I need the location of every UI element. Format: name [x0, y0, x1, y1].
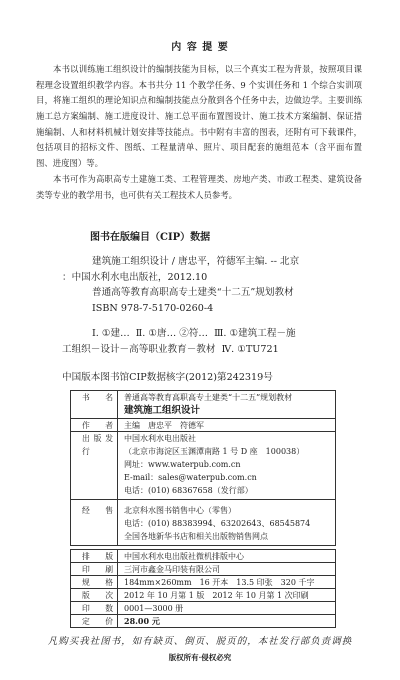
colophon-table — [70, 390, 336, 546]
printer-value: 三河市鑫金马印装有限公司 — [124, 564, 220, 574]
cip-subject-line: 工组织－设计－高等职业教育－教材 Ⅳ. ①TU721 — [62, 343, 279, 355]
row-label: 经 售 — [71, 500, 118, 545]
production-row — [71, 602, 335, 615]
book-title: 建筑施工组织设计 — [124, 405, 201, 416]
colophon-row-title — [71, 391, 335, 419]
row-label: 规 格 — [71, 576, 118, 588]
row-content — [118, 615, 160, 627]
cip-isbn: ISBN 978-7-5170-0260-4 — [92, 303, 214, 314]
summary-line: 目，将施工组织的理论知识点和编制技能点分散到各个任务中去，边做边学。主要训练 — [36, 95, 362, 106]
summary-heading: 内 容 提 要 — [171, 42, 229, 53]
production-row — [71, 563, 335, 576]
copyright-notice: 版权所有·侵权必究 — [168, 653, 232, 662]
distributor-network: 全国各地新华书店和相关出版物销售网点 — [124, 532, 268, 541]
row-label: 印 刷 — [71, 563, 118, 575]
edition-value: 2012 年 10 月第 1 版 2012 年 10 月第 1 次印刷 — [124, 590, 309, 600]
summary-line: 类等专业的教学用书，也可供有关工程技术人员参考。 — [36, 189, 237, 200]
colophon-row-distribution — [71, 500, 335, 546]
publisher-address: （北京市海淀区玉渊潭南路 1 号 D 座 100038） — [124, 447, 305, 456]
colophon-row-author — [71, 419, 335, 432]
publisher-website: 网址：www.waterpub.com.cn — [124, 460, 241, 469]
series-name: 普通高等教育高职高专土建类“十二五”规划教材 — [124, 393, 293, 402]
replacement-notice: 凡购买我社图书，如有缺页、倒页、脱页的，本社发行部负责调换 — [47, 635, 353, 647]
row-label: 定 价 — [71, 615, 118, 627]
row-label: 排 版 — [71, 550, 118, 562]
summary-line: 图、进度图）等。 — [36, 157, 103, 168]
summary-line: 程理念设置组织教学内容。本书共分 11 个教学任务、9 个实训任务和 1 个综合实训项 — [36, 79, 362, 90]
publisher-name: 中国水利水电出版社 — [124, 434, 196, 443]
publisher-email: E-mail：sales@waterpub.com.cn — [124, 473, 257, 482]
row-content — [118, 432, 304, 499]
summary-line: 施工总方案编制、施工进度设计、施工总平面布置图设计、施工技术方案编制、保证措 — [36, 111, 362, 122]
production-row — [71, 589, 335, 602]
row-content — [118, 550, 244, 562]
typesetting-value: 中国水利水电出版社微机排版中心 — [124, 551, 244, 561]
row-content — [118, 602, 183, 614]
summary-paragraph — [36, 62, 362, 171]
print-run-value: 0001—3000 册 — [124, 603, 184, 613]
row-label: 书 名 — [71, 391, 118, 418]
row-label: 出版发行 — [71, 432, 118, 499]
price-value: 28.00 元 — [124, 615, 160, 626]
row-label: 作 者 — [71, 419, 118, 431]
row-content — [118, 589, 309, 601]
cip-heading: 图书在版编目（CIP）数据 — [90, 232, 211, 243]
row-label: 印 数 — [71, 602, 118, 614]
row-content — [118, 576, 314, 588]
row-content — [118, 500, 310, 545]
cip-record-number: 中国版本图书馆CIP数据核字(2012)第242319号 — [62, 371, 273, 383]
distributor-name: 北京科水图书销售中心（零售） — [124, 506, 236, 515]
row-content — [118, 391, 292, 418]
publisher-phone: 电话：(010) 68367658（发行部） — [124, 486, 253, 495]
summary-line: 本书以训练施工组织设计的编制技能为目标，以三个真实工程为背景，按照项目课 — [53, 64, 362, 75]
production-row — [71, 615, 335, 628]
summary-paragraph — [36, 172, 362, 203]
cip-series: 普通高等教育高职高专土建类“十二五”规划教材 — [92, 287, 294, 299]
format-value: 184mm×260mm 16 开本 13.5 印张 320 千字 — [124, 577, 315, 587]
production-table — [70, 549, 336, 628]
summary-line: 本书可作为高职高专土建施工类、工程管理类、房地产类、市政工程类、建筑设备 — [53, 174, 362, 185]
distributor-phone: 电话：(010) 88383994、63202643、68545874 — [124, 519, 311, 528]
production-row — [71, 550, 335, 563]
cip-subject-line: Ⅰ. ①建… Ⅱ. ①唐… ②符… Ⅲ. ①建筑工程－施 — [92, 328, 296, 340]
cip-line: ：中国水利水电出版社，2012.10 — [62, 271, 208, 283]
summary-line: 施编制、人和材料机械计划安排等技能点。书中附有丰富的图表，还附有可下载课件， — [36, 126, 362, 137]
row-content — [118, 419, 204, 431]
colophon-row-publisher — [71, 432, 335, 500]
authors: 主编 唐忠平 符德军 — [124, 421, 204, 430]
cip-line: 建筑施工组织设计 / 唐忠平，符德军主编. -- 北京 — [92, 256, 300, 268]
row-label: 版 次 — [71, 589, 118, 601]
summary-line: 包括项目的招标文件、图纸、工程量清单、照片、项目配套的施组范本（含平面布置 — [36, 142, 362, 153]
production-row — [71, 576, 335, 589]
row-content — [118, 563, 220, 575]
